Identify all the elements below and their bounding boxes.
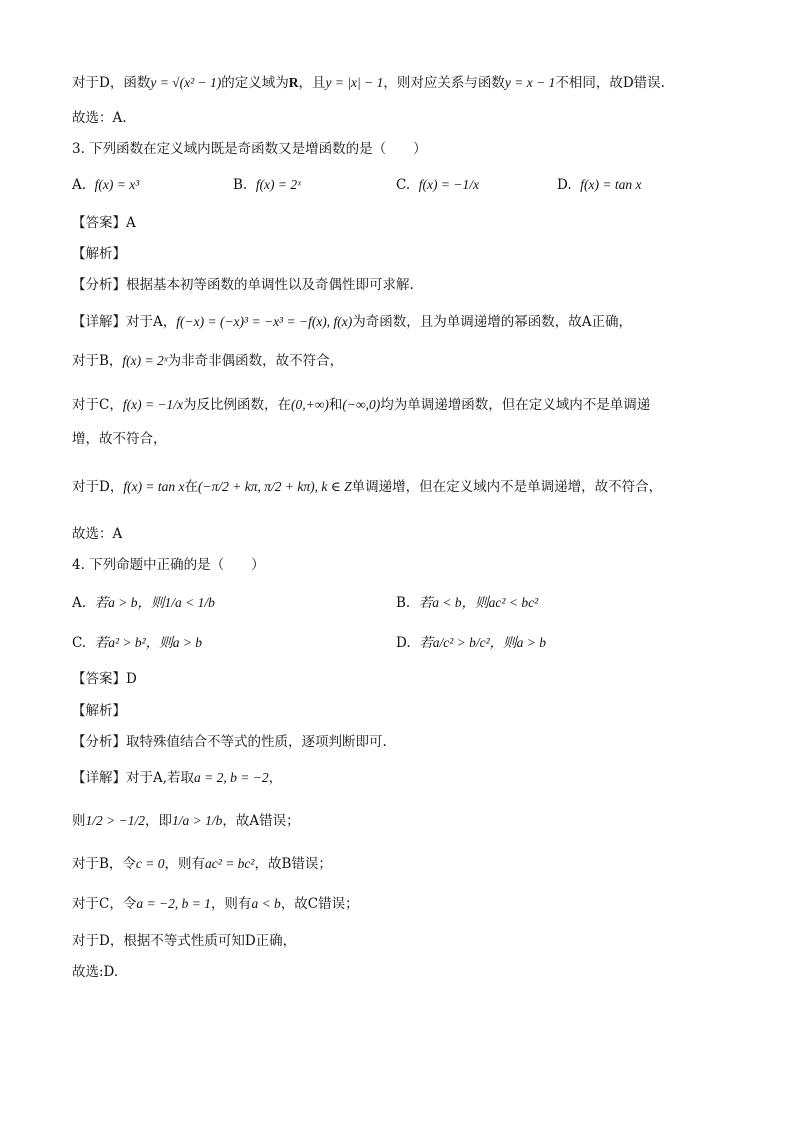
text: 在 [184,479,199,495]
formula: a < b [251,896,281,911]
q4-analysis-tag: 【解析】 [72,703,126,719]
q4-detail-1 [72,767,282,789]
text: 为非奇非偶函数，故不符合， [167,353,344,369]
formula: y = x − 1 [504,75,556,90]
formula: f(x) = tan x [123,479,185,494]
q4-detail-2 [72,810,300,832]
formula: 1/2 > −1/2 [85,813,145,828]
q3-detail-c-cont: 增，故不符合， [72,431,167,447]
option-letter: D. [396,635,411,651]
answer-value: A [126,215,136,231]
formula: 1/a > 1/b [171,813,223,828]
question-4-stem: 4. 下列命题中正确的是（ ） [72,557,265,573]
formula: a = −2, b = 1 [136,896,211,911]
q4-option-b [396,592,538,614]
q4-answer [72,668,137,690]
q3-option-d [557,174,641,196]
formula: f(x) = −1/x [122,397,184,412]
option-letter: B. [396,595,411,611]
formula: f(−x) = (−x)³ = −x³ = −f(x), f(x) [176,314,353,329]
fenxi-text: 根据基本初等函数的单调性以及奇偶性即可求解. [126,277,414,293]
text: 对于A， [126,314,177,330]
option-letter: D. [557,177,572,193]
formula: (−∞,0) [342,397,381,412]
text: ，则有 [164,856,206,872]
answer-tag: 【答案】 [72,215,126,231]
formula: a = 2, b = −2 [194,770,269,785]
detail-tag: 【详解】 [72,314,126,330]
formula: R [288,75,299,90]
q3-analysis-tag: 【解析】 [72,246,126,262]
text: ，故B错误； [254,856,332,872]
fenxi-tag: 【分析】 [72,277,126,293]
q4-option-a [72,592,215,614]
text: 的定义域为 [221,75,289,91]
formula: f(x) = tan x [580,177,642,192]
q3-option-b [233,174,301,196]
q3-detail-b [72,350,343,372]
q3-detail-c [72,394,650,416]
option-text: 若a/c² > b/c²，则a > b [419,635,547,650]
text: 不相同，故D错误. [555,75,665,91]
option-text: 若a > b，则1/a < 1/b [94,595,215,610]
formula: c = 0 [135,856,165,871]
question-3-stem: 3. 下列函数在定义域内既是奇函数又是增函数的是（ ） [72,141,427,157]
text: 对于D，函数 [72,75,151,91]
q3-fenxi [72,274,414,296]
option-letter: B. [233,177,248,193]
option-letter: C. [72,635,87,651]
text: 和 [328,397,343,413]
answer-value: D [126,671,137,687]
answer-prev: 故选：A. [72,110,127,126]
text: ，且 [298,75,326,91]
q4-fenxi [72,731,387,753]
q4-option-c [72,632,202,654]
fenxi-text: 取特殊值结合不等式的性质，逐项判断即可. [126,734,387,750]
text: 单调递增，但在定义域内不是单调递增，故不符合， [351,479,663,495]
option-letter: A. [72,177,87,193]
text: ，故C错误； [280,896,359,912]
text: ， [268,770,283,786]
text: 对于D， [72,479,124,495]
q3-detail-d [72,476,662,498]
detail-tag: 【详解】 [72,770,126,786]
text: ，故A错误； [222,813,300,829]
option-letter: C. [396,177,411,193]
formula: (−π/2 + kπ, π/2 + kπ), k ∈ Z [198,479,352,494]
text: 为反比例函数，在 [183,397,292,413]
q4-choose: 故选:D. [72,964,119,980]
text: 均为单调递增函数，但在定义域内不是单调递 [380,397,651,413]
q4-detail-4 [72,893,359,915]
text: ，即 [144,813,172,829]
formula: f(x) = 2ˣ [255,177,301,192]
text-line-d-prev [72,72,665,94]
formula: y = √(x² − 1) [150,75,222,90]
q3-choose: 故选：A [72,526,123,542]
option-text: 若a < b，则ac² < bc² [418,595,539,610]
q3-answer [72,212,136,234]
q3-option-c [396,174,479,196]
formula: y = |x| − 1 [325,75,384,90]
q3-detail-a [72,311,632,333]
fenxi-tag: 【分析】 [72,734,126,750]
option-text: 若a² > b²，则a > b [94,635,203,650]
text: 对于B，令 [72,856,136,872]
formula: f(x) = 2ˣ [122,353,168,368]
text: 为奇函数，且为单调递增的幂函数，故A正确， [352,314,633,330]
text: 对于A,若取 [126,770,195,786]
text: ，则对应关系与函数 [383,75,505,91]
formula: ac² = bc² [205,856,255,871]
q4-detail-5: 对于D，根据不等式性质可知D正确， [72,933,297,949]
formula: (0,+∞) [291,397,329,412]
q3-option-a [72,174,139,196]
text: 对于B， [72,353,123,369]
text: 对于C，令 [72,896,137,912]
answer-tag: 【答案】 [72,671,126,687]
text: ，则有 [210,896,252,912]
option-letter: A. [72,595,87,611]
q4-detail-3 [72,853,332,875]
q4-option-d [396,632,546,654]
text: 则 [72,813,86,829]
formula: f(x) = −1/x [418,177,479,192]
text: 对于C， [72,397,123,413]
formula: f(x) = x³ [94,177,140,192]
